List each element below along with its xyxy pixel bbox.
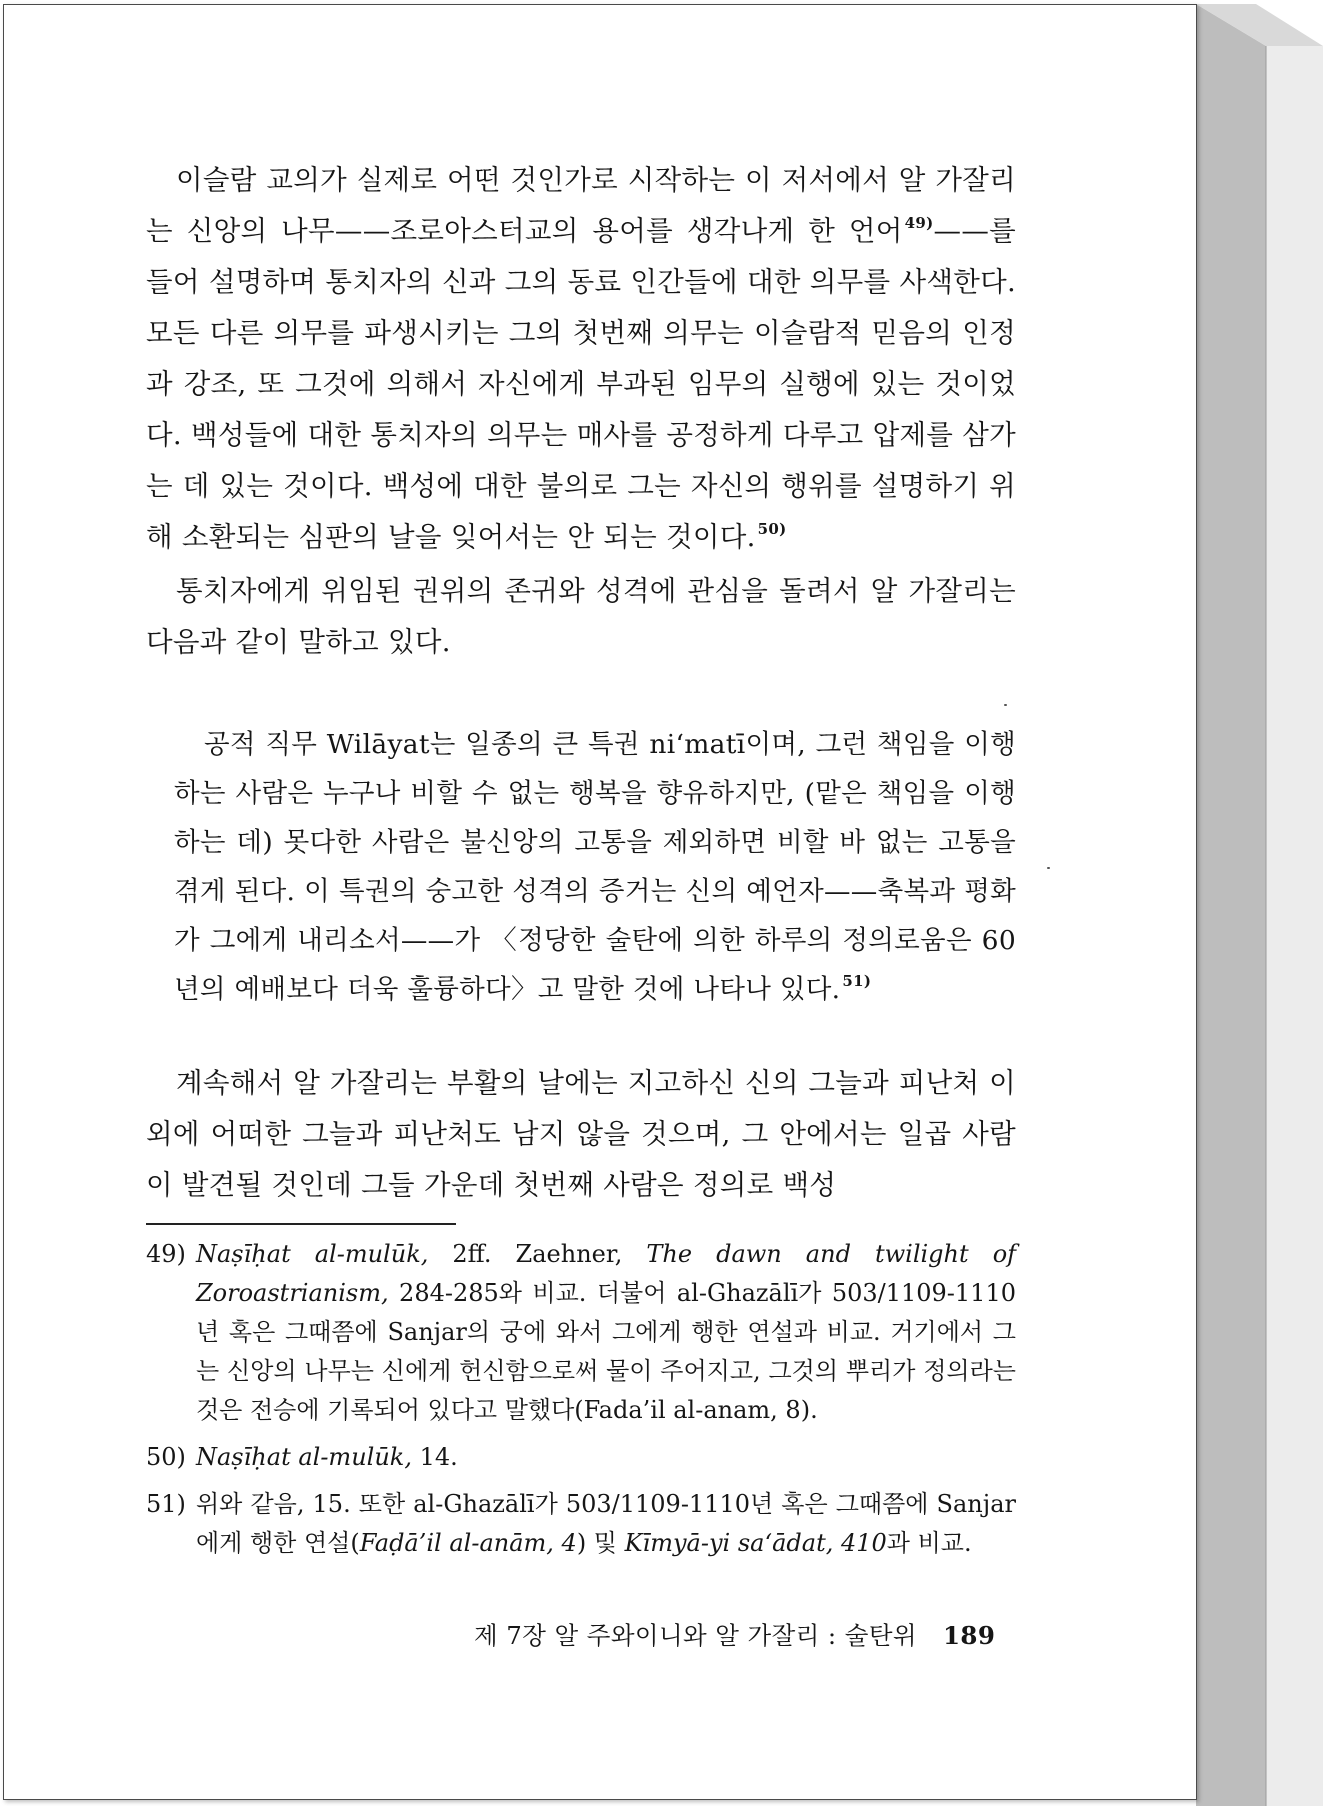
footnote-50 [146,1438,1016,1477]
footnote-text: Naṣīḥat al-mulūk, 14. [196,1443,458,1471]
footnote-text: Naṣīḥat al-mulūk, 2ff. Zaehner, The dawn and twilight of Zoroastrianism, 284-285와 비교. 더불어 al-Ghazālī가 503/1109-1110년 혹은 그때쯤에 Sanjar의 궁에 와서 그에게 행한 연설과 비교. 거기에서 그는 신앙의 나무는 신에게 헌신함으로써 물이 주어지고, 그것의 뿌리가 정의라는 것은 전승에 기록되어 있다고 말했다(Fada’il al-anam, 8). [196,1240,1017,1424]
footnote-51 [146,1485,1016,1563]
scan-speck [1047,867,1050,869]
chapter-title: 제 7장 알 주와이니와 알 가잘리 : 술탄위 [474,1621,917,1650]
scan-speck [1004,704,1007,706]
footnote-49 [146,1235,1016,1430]
footnote-ref-49: 49) [904,214,934,232]
footnote-separator [146,1223,456,1225]
running-footer [474,1620,1014,1652]
page-content [146,155,1016,1563]
footnote-number: 51) [146,1490,186,1518]
footnote-number: 49) [146,1240,186,1268]
paragraph-1: 이슬람 교의가 실제로 어떤 것인가로 시작하는 이 저서에서 알 가잘리는 신앙의 나무——조로아스터교의 용어를 생각나게 한 언어 $^{49)}$——를 들어 설명하며 통치자의 신과 그의 동료 인간들에 대한 의무를 사색한다. 모든 다른 의무를 파생시키는 그의 첫번째 의무는 이슬람적 믿음의 인정과 강조, 또 그것에 의해서 자신에게 부과된 임무의 실행에 있는 것이었다. 백성들에 대한 통치자의 의무는 매사를 공정하게 다루고 압제를 삼가는 데 있는 것이다. 백성에 대한 불의로 그는 자신의 행위를 설명하기 위해 소환되는 심판의 날을 잊어서는 안 되는 것이다. $^{50)}$ [146,164,1016,553]
paragraph-2: 통치자에게 위임된 권위의 존귀와 성격에 관심을 돌려서 알 가잘리는 다음과 같이 말하고 있다. [146,575,1016,658]
paragraph-3: 계속해서 알 가잘리는 부활의 날에는 지고하신 신의 그늘과 피난처 이외에 어떠한 그늘과 피난처도 남지 않을 것으며, 그 안에서는 일곱 사람이 발견될 것인데 그들 가운데 첫번째 사람은 정의로 백성 [146,1067,1016,1201]
quote-text: 공적 직무 Wilāyat는 일종의 큰 특권 niʻmatī이며, 그런 책임을 이행하는 사람은 누구나 비할 수 없는 행복을 향유하지만, (맡은 책임을 이행하는 데) 못다한 사람은 불신앙의 고통을 제외하면 비할 바 없는 고통을 겪게 된다. 이 특권의 숭고한 성격의 증거는 신의 예언자——축복과 평화가 그에게 내리소서——가 〈정당한 술탄에 의한 하루의 정의로움은 60년의 예배보다 더욱 훌륭하다〉고 말한 것에 나타나 있다. [174,729,1016,1005]
book-page [3,4,1197,1800]
footnote-text: 위와 같음, 15. 또한 al-Ghazālī가 503/1109-1110년 혹은 그때쯤에 Sanjar에게 행한 연설(Faḍā’il al-anām, 4) 및 Kīmyā-yi saʻādat, 410과 비교. [196,1490,1016,1557]
page-number: 189 [942,1621,996,1650]
footnotes [146,1235,1016,1563]
footnote-number: 50) [146,1443,186,1471]
block-quote [174,720,1016,1014]
footnote-ref-50: 50) [757,520,787,538]
book-edge [1196,4,1323,1806]
footnote-ref-51: 51) [842,972,872,990]
